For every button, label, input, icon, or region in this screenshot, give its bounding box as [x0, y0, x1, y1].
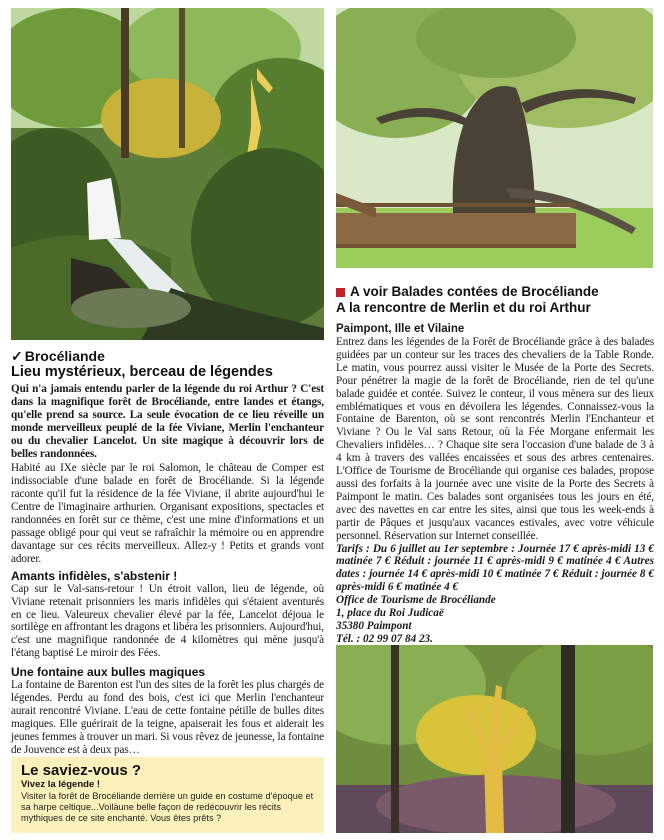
saviez-vous-box	[11, 757, 324, 833]
practical-info	[336, 543, 654, 646]
tarifs-text: Tarifs : Du 6 juillet au 1er septembre : Journée 17 € après-midi 13 € matinée 7 € Réduit : journée 11 € après-midi 9 € matinée 4 € Autres dates : journée 14 € après-midi 10 € matinée 7 € Réduit : journée 8 € après-midi 6 € matinée 4 €	[336, 542, 654, 594]
checkmark-icon: ✓	[11, 348, 23, 364]
article-kicker	[11, 348, 324, 364]
section-heading-fontaine: Une fontaine aux bulles magiques	[11, 665, 206, 680]
article-intro: Qui n'a jamais entendu parler de la légende du roi Arthur ? C'est dans la magnifique forêt de Brocéliande, entre landes et étangs, qu'elle prend sa source. La seule évocation de ce lieu réveille un monde merveilleux peuplé de la fée Viviane, Merlin l'enchanteur ou du chevalier Lancelot. Un site magique à découvrir lors de belles randonnées.	[11, 383, 324, 460]
section-heading-amants: Amants infidèles, s'abstenir !	[11, 568, 178, 583]
right-title-text: A voir Balades contées de Brocéliande	[350, 284, 599, 299]
article-body: Habité au IXe siècle par le roi Salomon, le château de Comper est indissociable d'une balade en forêt de Brocéliande. Si la légende raconte qu'il fut la résidence de la fée Viviane, il abrite aujourd'hui le Centre de l'imaginaire arthurien. Organisant expositions, spectacles et randonnées en forêt sur ce thème, c'est une mine d'informations et un passage obligé pour qui veut se rafraîchir la mémoire ou en apprendre davantage sur ces récits merveilleux. Allez-y ! Petits et grands vont adorer.	[11, 462, 324, 565]
right-title-line1	[336, 284, 654, 300]
saviez-subtitle: Vivez la légende !	[21, 779, 101, 790]
saviez-text: Visiter la forêt de Brocéliande derrière un guide en costume d'époque et sa harpe celtique...Voilàune belle façon de redécouvrir les récits mythiques de ce site enchanté. Vous êtes prêts ?	[21, 791, 314, 824]
golden-tree-photo	[336, 645, 653, 833]
office-city: 35380 Paimpont	[336, 619, 412, 632]
right-title-line2: A la rencontre de Merlin et du roi Arthur	[336, 300, 591, 315]
section-body-amants: Cap sur le Val-sans-retour ! Un étroit vallon, lieu de légende, où Viviane retenait prisonniers les maris infidèles qui s'étaient aventurés en ce lieu. Valeureux chevalier élevé par la fée, Lancelot déjoua le sortilège en affrontant les dragons et libéra les prisonniers. Aujourd'hui, c'est une magnifique randonnée de 4 kilomètres qui mène jusqu'à l'étang baptisé Le miroir des Fées.	[11, 582, 324, 660]
section-body-fontaine: La fontaine de Barenton est l'un des sites de la forêt les plus chargés de légendes. Perdu au fond des bois, c'est ici que Merlin l'enchanteur aurait rencontré Viviane. L'eau de cette fontaine pétille de bulles dites magiques. Elle guérirait de la teigne, apaiserait les fous et aiderait les jeunes femmes à trouver un mari. Si vous rêvez de jeunesse, la fontaine de Jouvence est à deux pas…	[11, 679, 324, 756]
kicker-label: Brocéliande	[24, 348, 105, 364]
office-address: 1, place du Roi Judicaë	[336, 607, 444, 620]
article-title: Lieu mystérieux, berceau de légendes	[11, 364, 273, 380]
left-article	[11, 348, 324, 757]
right-body: Entrez dans les légendes de la Forêt de Brocéliande grâce à des balades guidées par un conteur sur les traces des chevaliers de la Table Ronde. Le matin, vous pourrez aussi visiter le Musée de la Porte des Secrets. Pour pénétrer la magie de la forêt de Brocéliande, rien de tel qu'une balade guidée et contée. Suivez le conteur, il vous mènera sur des lieux emblématiques et vous en dévoilera les légendes. Connaissez-vous la Fontaine de Barenton, où se sont rencontrés Merlin l'Enchanteur et Viviane ? Ou le Val sans Retour, où la Fée Morgane enfermait les Chevaliers infidèles… ? Chaque site sera l'occasion d'une balade de 3 à 4 km à travers des vallées encaissées et sous des arbres centenaires. L'Office de Tourisme de Brocéliande qui organise ces balades, propose aussi des forfaits à la journée avec une visite de la Porte des Secrets à Paimpont le matin. Ces balades sont organisées tous les jours en été, avec des navettes en car entre les sites, ainsi que tous les week-ends à partir de Pâques et jusqu'aux vacances estivales, avec votre véhicule personnel. Réservation sur Internet conseillée.	[336, 336, 654, 542]
location-label: Paimpont, Ille et Vilaine	[336, 323, 465, 335]
oak-tree-photo	[336, 8, 653, 268]
red-square-icon	[336, 288, 345, 297]
saviez-title: Le saviez-vous ?	[21, 762, 142, 779]
office-phone: Tél. : 02 99 07 84 23.	[336, 632, 433, 645]
office-name: Office de Tourisme de Brocéliande	[336, 594, 496, 607]
right-article	[336, 284, 654, 646]
waterfall-photo	[11, 8, 324, 340]
